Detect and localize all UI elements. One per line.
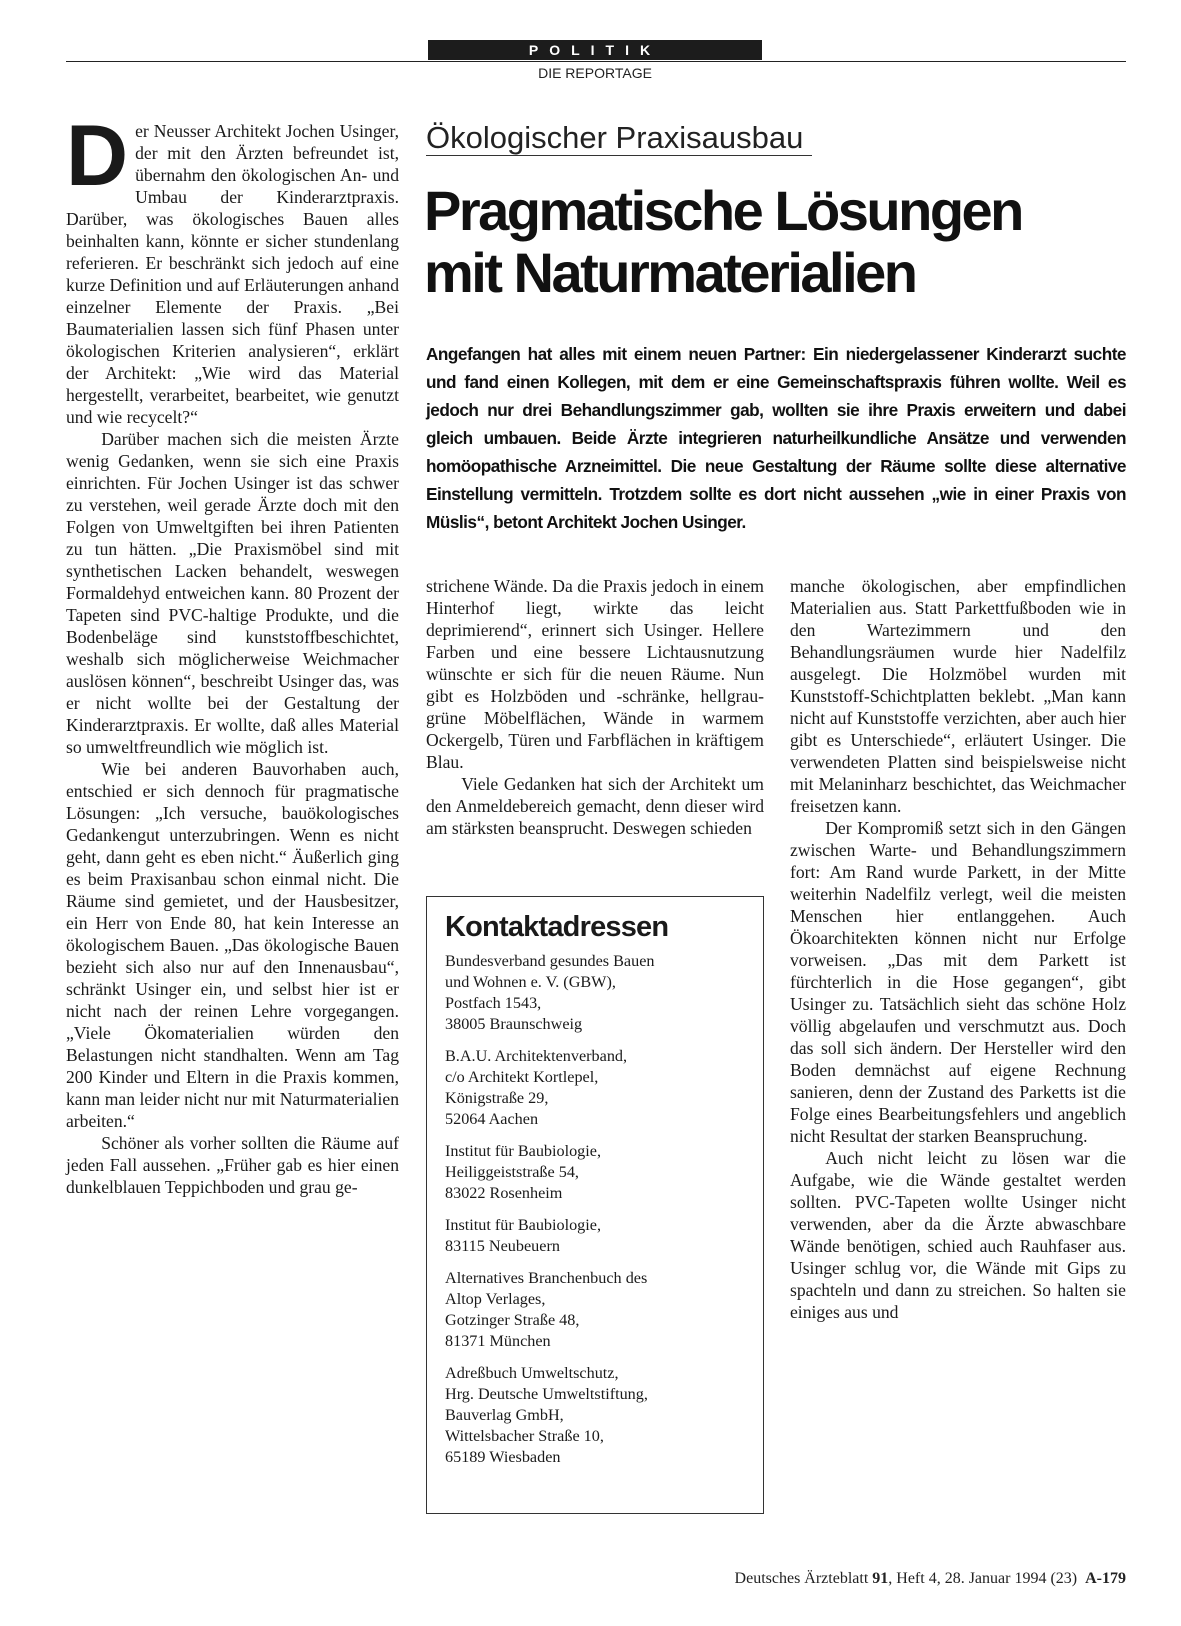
contact-entry: Institut für Baubiologie, Heiliggeiststraße 54, 83022 Rosenheim — [445, 1142, 602, 1202]
column-2 — [426, 575, 764, 839]
article-kicker: Ökologischer Praxisausbau — [426, 120, 804, 155]
page-footer — [580, 1570, 1126, 1588]
contact-entry: Adreßbuch Umweltschutz, Hrg. Deutsche Umweltstiftung, Bauverlag GmbH, Wittelsbacher Straße 10, 65189 Wiesbaden — [445, 1364, 648, 1466]
kicker-underline — [426, 155, 812, 156]
paragraph: manche ökologischen, aber empfindlichen Materialien aus. Statt Parkettfußboden wie in den Wartezimmern und den Behandlungsräumen wurde hier Nadelfilz ausgelegt. Die Holzmöbel wurden mit Kunststoff-Schichtplatten beklebt. „Man kann nicht auf Kunststoffe verzichten, aber auch hier gibt es Unterschiede“, erläutert Usinger. Die verwendeten Platten sind beispielsweise nicht mit Melaninharz beschichtet, das Weichmacher freisetzen kann. — [790, 576, 1126, 816]
paragraph: Darüber machen sich die meisten Ärzte wenig Gedanken, wenn sie sich eine Praxis einrichten. Für Jochen Usinger ist das schwer zu verstehen, weil gerade Ärzte doch mit den Folgen von Umweltgiften bei ihren Patienten zu tun hätten. „Die Praxismöbel sind mit synthetischen Lacken behandelt, weswegen Formaldehyd entweichen kann. 80 Prozent der Tapeten sind PVC-haltige Produkte, und die Bodenbeläge sind kunststoffbeschichtet, weshalb sich möglicherweise Weichmacher auslösen können“, beschreibt Usinger das, was er nicht wollte bei der Gestaltung der Kinderarztpraxis. Er wollte, daß alles Material so umweltfreundlich wie möglich ist. — [66, 429, 399, 757]
headline-line-1: Pragmatische Lösungen — [424, 179, 1022, 242]
article-headline — [424, 180, 1144, 304]
article-lead: Angefangen hat alles mit einem neuen Partner: Ein niedergelassener Kinderarzt suchte und fand einen Kollegen, mit dem er eine Gemeinschaftspraxis führen wollte. Weil es jedoch nur drei Behandlungszimmer gab, wollten sie ihre Praxis erweitern und dabei gleich umbauen. Beide Ärzte integrieren naturheilkundliche Ansätze und verwenden homöopathische Arzneimittel. Die neue Gestaltung der Räume sollte diese alternative Einstellung vermitteln. Trotzdem sollte es dort nicht aussehen „wie in einer Praxis von Müslis“, betont Architekt Jochen Usinger. — [426, 344, 1126, 532]
journal-name: Deutsches Ärzteblatt — [734, 1570, 869, 1587]
contact-entry: Institut für Baubiologie, 83115 Neubeuern — [445, 1216, 602, 1255]
contact-entry: Bundesverband gesundes Bauen und Wohnen e. V. (GBW), Postfach 1543, 38005 Braunschweig — [445, 952, 655, 1033]
contact-box — [426, 896, 764, 1514]
paragraph: Der Kompromiß setzt sich in den Gängen zwischen Warte- und Behandlungszimmern fort: Am Rand wurde Parkett, in der Mitte weiterhin Nadelfilz verlegt, weil die meisten Menschen hier entlanggehen. Auch Ökoarchitekten können nicht nur Erfolge vorweisen. „Das mit dem Parkett ist fürchterlich in die Hose gegangen“, gibt Usinger zu. Tatsächlich sieht das schöne Holz völlig abgelaufen und verschmutzt aus. Doch das soll sich ändern. Der Hersteller wird den Boden demnächst auf eigene Rechnung sanieren, denn der Zustand des Parketts ist die Folge eines Bearbeitungsfehlers und angeblich nicht Resultat der starken Beanspruchung. — [790, 818, 1126, 1146]
column-1 — [66, 108, 399, 1198]
contact-entry: B.A.U. Architektenverband, c/o Architekt Kortlepel, Königstraße 29, 52064 Aachen — [445, 1047, 628, 1128]
paragraph: Wie bei anderen Bauvorhaben auch, entschied er sich dennoch für pragmatische Lösungen: „Ich versuche, bauökologisches Gedankengut unterzubringen. Wenn es nicht geht, dann geht es eben nicht.“ Äußerlich ging es beim Praxisanbau schon einmal nicht. Die Räume sind gemietet, und der Hausbesitzer, ein Herr von Ende 80, hat kein Interesse an ökologischem Bauen. „Das ökologische Bauen bezieht sich also nur auf den Innenausbau“, schränkt Usinger ein, und selbst hier ist er nicht nach der reinen Lehre vorgegangen. „Viele Ökomaterialien würden den Belastungen nicht standhalten. Wenn am Tag 200 Kinder und Eltern in die Praxis kommen, kann man leider nicht nur mit Naturmaterialien arbeiten.“ — [66, 759, 399, 1131]
column-3 — [790, 575, 1126, 1323]
headline-line-2: mit Naturmaterialien — [424, 241, 916, 304]
contact-entry: Alternatives Branchenbuch des Altop Verlages, Gotzinger Straße 48, 81371 München — [445, 1269, 648, 1350]
section-label: POLITIK — [428, 40, 762, 60]
paragraph: strichene Wände. Da die Praxis jedoch in einem Hinterhof liegt, wirkte das leicht deprimierend“, erinnert sich Usinger. Hellere Farben und eine bessere Lichtausnutzung wünschte er sich für die neuen Räume. Nun gibt es Holzböden und -schränke, hellgrau-grüne Möbelflächen, Wände in warmem Ockergelb, Türen und Farbflächen in kräftigem Blau. — [426, 576, 764, 772]
paragraph: Der Neusser Architekt Jochen Usinger, der mit den Ärzten befreundet ist, übernahm den ökologischen An- und Umbau der Kinderarztpraxis. Darüber, was ökologisches Bauen alles beinhalten kann, könnte er sicher stundenlang referieren. Er beschränkt sich jedoch auf eine kurze Definition und auf Erläuterungen anhand einzelner Elemente der Praxis. „Bei Baumaterialien lassen sich fünf Phasen unter ökologischen Kriterien analysieren“, erklärt der Architekt: „Wie wird das Material hergestellt, verarbeitet, bearbeitet, wie genutzt und wie recycelt?“ — [66, 108, 399, 427]
volume-number: 91 — [872, 1570, 889, 1587]
issue-info: , Heft 4, 28. Januar 1994 (23) — [888, 1570, 1078, 1587]
page-number: A-179 — [1085, 1570, 1126, 1587]
paragraph: Auch nicht leicht zu lösen war die Aufgabe, wie die Wände gestaltet werden sollten. PVC-Tapeten wollte Usinger nicht verwenden, aber da die Ärzte abwaschbare Wände benötigen, schied auch Rauhfaser aus. Usinger schlug vor, die Wände mit Gips zu spachteln und dann zu streichen. So halten sie einiges aus und — [790, 1148, 1126, 1322]
header-rule — [66, 61, 1126, 62]
subsection-label: DIE REPORTAGE — [538, 65, 652, 81]
paragraph: Viele Gedanken hat sich der Architekt um den Anmeldebereich gemacht, denn dieser wird am stärksten beansprucht. Deswegen schieden — [426, 774, 764, 838]
dropcap: D — [66, 108, 128, 204]
contact-box-title: Kontaktadressen — [445, 911, 669, 943]
paragraph: Schöner als vorher sollten die Räume auf jeden Fall aussehen. „Früher gab es hier einen dunkelblauen Teppichboden und grau ge- — [66, 1133, 399, 1197]
